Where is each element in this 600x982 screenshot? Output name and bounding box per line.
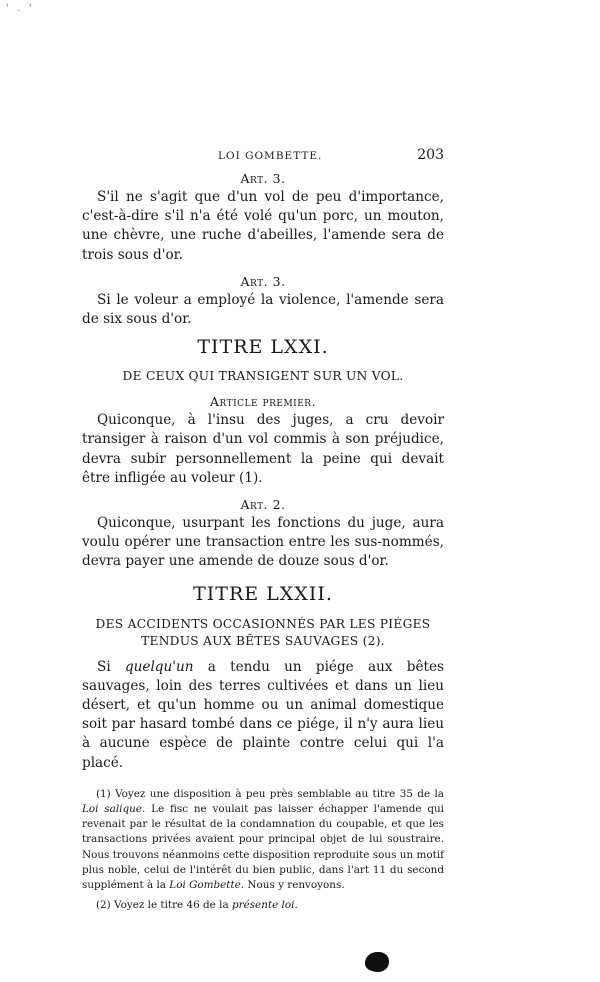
- ink-blot: [365, 952, 389, 972]
- emphasis: Loi salique: [82, 803, 142, 816]
- footnote-2: (2) Voyez le titre 46 de la présente loi.: [96, 899, 298, 912]
- article-heading: Art. 3.: [240, 273, 286, 289]
- title-heading: TITRE LXXI.: [197, 336, 329, 359]
- article-heading: Art. 2.: [240, 497, 286, 513]
- emphasis: quelqu'un: [124, 658, 194, 675]
- title-subheading: DE CEUX QUI TRANSIGENT SUR UN VOL.: [122, 369, 404, 384]
- paragraph: Quiconque, à l'insu des juges, a cru devoir transiger à raison d'un vol commis à son préjudice, devra subir personnellement la peine qui devait être infligée au voleur (1).: [82, 412, 444, 486]
- paragraph: Quiconque, usurpant les fonctions du juge, aura voulu opérer une transaction entre les sus-nommés, devra payer une amende de douze sous d'or.: [82, 515, 444, 570]
- title-subheading: DES ACCIDENTS OCCASIONNÉS PAR LES PIÉGES TENDUS AUX BÊTES SAUVAGES (2).: [95, 616, 431, 648]
- emphasis: Loi Gombette: [169, 879, 241, 892]
- paragraph: S'il ne s'agit que d'un vol de peu d'importance, c'est-à-dire s'il n'a été volé qu'un porc, un mouton, une chèvre, une ruche d'abeilles, l'amende sera de trois sous d'or.: [82, 189, 444, 263]
- paragraph: Si le voleur a employé la violence, l'amende sera de six sous d'or.: [82, 291, 444, 328]
- title-heading: TITRE LXXII.: [193, 582, 333, 605]
- running-title: LOI GOMBETTE.: [218, 150, 323, 162]
- emphasis: présente loi: [231, 899, 295, 912]
- footnote-1: (1) Voyez une disposition à peu près semblable au titre 35 de la Loi salique. Le fisc ne voulait pas laisser échapper l'amende qui revenait par le résultat de la condamnation du coupable, et que les transactions privées avaient pour principal objet de lui soustraire. Nous trouvons néanmoins cette disposition reproduite sous un motif plus noble, celui de l'intérêt du bien public, dans l'art 11 du second supplément à la Loi Gombette. Nous y renvoyons.: [82, 787, 444, 892]
- article-heading: Article premier.: [209, 394, 317, 410]
- paragraph: Si quelqu'un a tendu un piége aux bêtes sauvages, loin des terres cultivées et dans un lieu désert, et qu'un homme ou un animal domestique soit par hasard tombé dans ce piége, il n'y aura lieu à aucune espèce de plainte contre celui qui l'a placé.: [82, 658, 445, 771]
- page-content: [82, 170, 444, 913]
- footnotes: [82, 787, 444, 914]
- page-number: 203: [417, 147, 444, 163]
- page-header: [82, 147, 444, 167]
- article-heading: Art. 3.: [240, 171, 286, 186]
- corner-mark: ' . ': [6, 4, 35, 14]
